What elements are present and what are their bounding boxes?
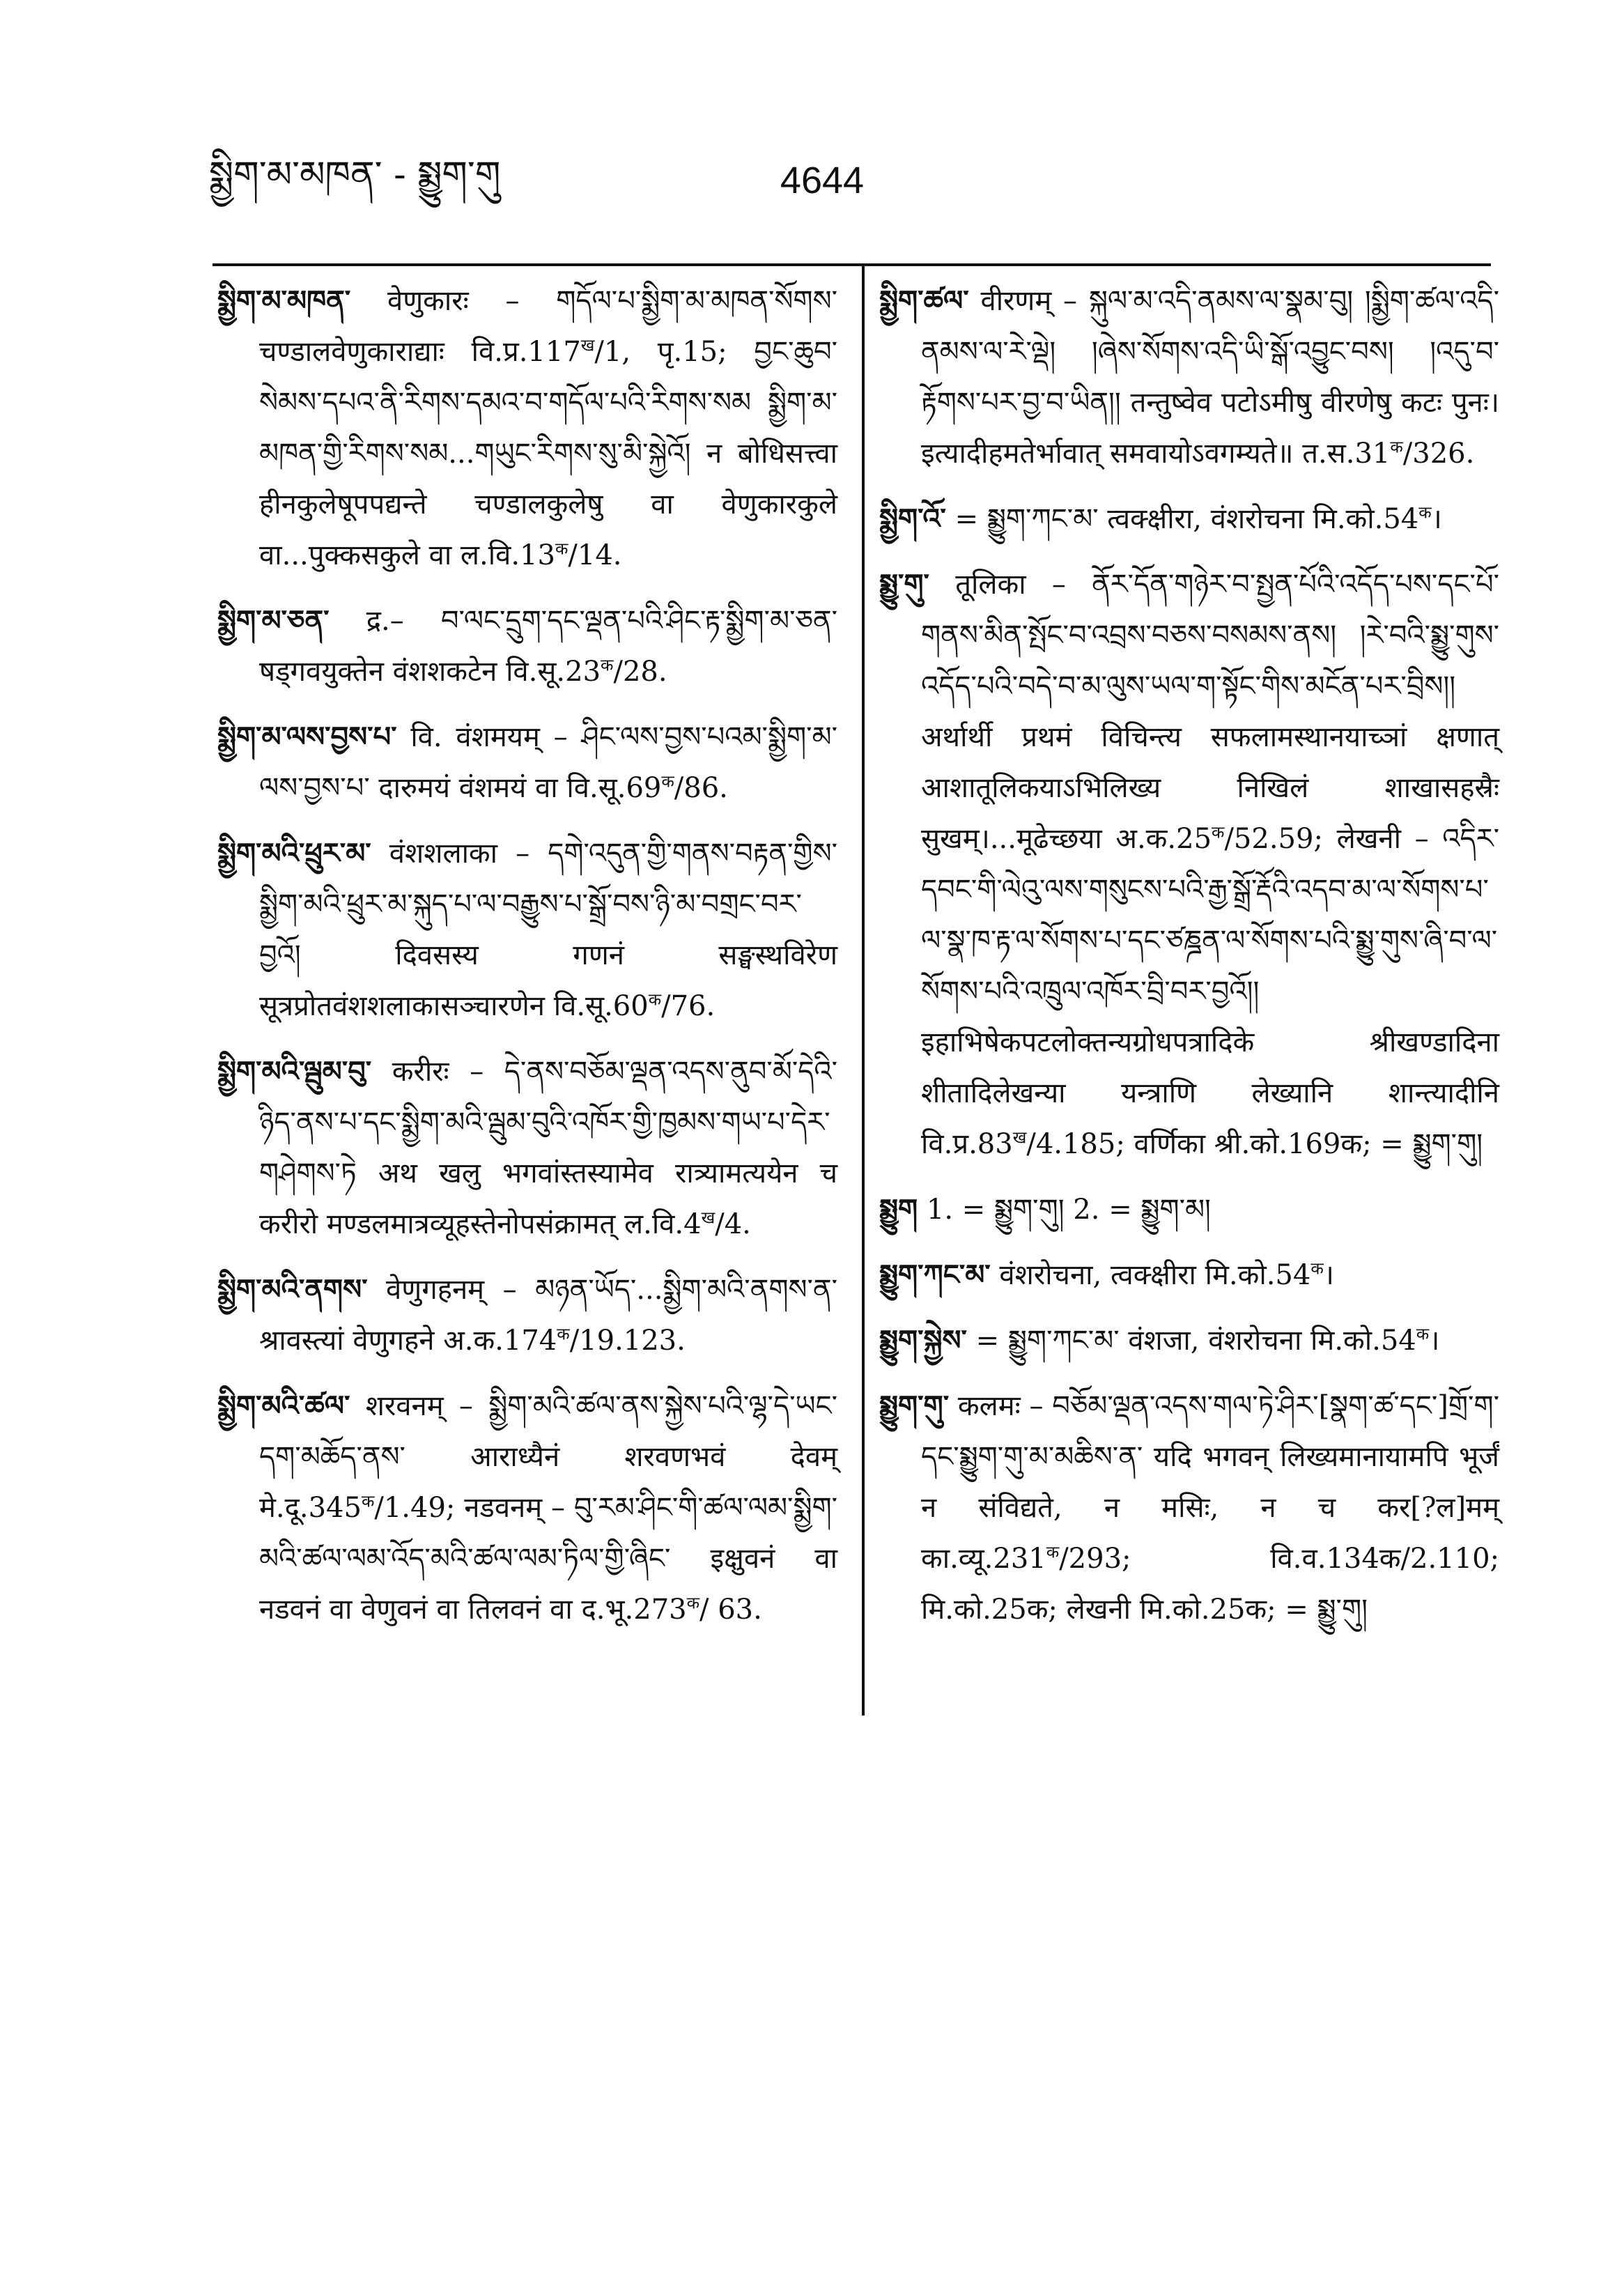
- entry-text: ।: [1429, 1325, 1440, 1357]
- dictionary-entry: [879, 1249, 1499, 1301]
- headword: སྨྱུ་གུ་: [879, 568, 929, 601]
- entry-text: कलमः – བཅོམ་ལྡན་འདས་གལ་ཏེ་ཤིར་[སྣག་ཚ་དང་]གྲོ་ག་དང་སྨྱུག་གུ་མ་མཆིས་ན་ यदि भगवन् लिख्यमानायामपि भूर्जं न संविद्यते, न मसिः, न च कर[?ल]मम् का.व्यू.231: [921, 1390, 1499, 1575]
- header-rule: [212, 263, 1491, 266]
- headword: སྨྱིག་འོ་: [879, 502, 946, 535]
- folio-side: क: [1046, 1542, 1060, 1562]
- left-column: [217, 275, 837, 1649]
- entry-text: /76.: [661, 990, 716, 1022]
- dictionary-entry: [217, 828, 837, 1032]
- right-column: [879, 275, 1499, 1649]
- headword: སྨྱིག་མའི་ལྦུམ་བུ་: [217, 1055, 372, 1088]
- folio-side: ख: [701, 1208, 716, 1228]
- dictionary-entry: [879, 1315, 1499, 1366]
- entry-text: करीरः – དེ་ནས་བཅོམ་ལྡན་འདས་ནུབ་མོ་དེའི་ཉིད་ནས་པ་དང་སྨྱིག་མའི་ལྦུམ་བུའི་འཁོར་གྱི་ཁྱམས་གཡ་པ་དེར་གཤེགས་ཏེ अथ खलु भगवांस्तस्यामेव रात्र्यामत्ययेन च करीरो मण्डलमात्रव्यूहस्तेनोपसंक्रामत् ल.वि.4: [259, 1056, 837, 1240]
- entry-text: = སྨྱུག་ཀང་མ་ त्वक्क्षीरा, वंशरोचना मि.को.54: [945, 503, 1419, 535]
- dictionary-entry: [879, 493, 1499, 545]
- entry-text: /28.: [613, 656, 667, 688]
- entry-text: /52.59; लेखनी – འདིར་དབང་གི་ལེའུ་ལས་གསུངས་པའི་རྒྱ་སྒྲོ་རྡོའི་འདབ་མ་ལ་སོགས་པ་ལ་སྣ་ཁ་རྟ་ལ་སོགས་པ་དང་ཙཎྜན་ལ་སོགས་པའི་སྨྱུ་གུས་ཞི་བ་ལ་སོགས་པའི་འཁྲུལ་འཁོར་བྲི་བར་བྱའོ།། इहाभिषेकपटलोक्तन्यग्रोधपत्रादिके श्रीखण्डादिना शीतादिलेखन्या यन्त्राणि लेख्यानि शान्त्यादीनि वि.प्र.83: [921, 823, 1499, 1160]
- dictionary-entry: [879, 1184, 1499, 1235]
- entry-text: वीरणम् – སྐུལ་མ་འདི་ནམས་ལ་སྣམ་བུ། །སྨྱིག་ཚལ་འདི་ནམས་ལ་རེ་ལྡེ། །ཞེས་སོགས་འདི་ཡི་སྒོ་འབྱུང་བས། །འདུ་བ་རྟོགས་པར་བྱ་བ་ཡིན།། तन्तुष्वेव पटोऽमीषु वीरणेषु कटः पुनः। इत्यादीहमतेर्भावात् समवायोऽवगम्यते॥ त.स.31: [921, 285, 1499, 470]
- entry-text: वेणुगहनम् – མཉན་ཡོད་...སྨྱིག་མའི་ནགས་ན་ श्रावस्त्यां वेणुगहने अ.क.174: [259, 1274, 837, 1357]
- entry-text: /4.: [715, 1208, 751, 1240]
- dictionary-entry: [217, 711, 837, 814]
- folio-side: क: [1418, 502, 1432, 523]
- column-divider: [862, 266, 865, 1716]
- entry-text: वेणुकारः – གདོལ་པ་སྨྱིག་མ་མཁན་སོགས་ चण्डालवेणुकाराद्याः वि.प्र.117: [259, 285, 837, 368]
- folio-side: क: [361, 1491, 375, 1511]
- entry-text: /19.123.: [569, 1325, 686, 1357]
- entry-text: /1.49; नडवनम् – བུ་རམ་ཤིང་གི་ཚལ་ལམ་སྨྱིག་མའི་ཚལ་ལམ་འོད་མའི་ཚལ་ལམ་ཏིལ་གྱི་ཞིང་ इक्षुवनं वा नडवनं वा वेणुवनं वा तिलवनं वा द.भू.273: [259, 1492, 837, 1626]
- entry-text: = སྨྱུག་ཀང་མ་ वंशजा, वंशरोचना मि.को.54: [966, 1325, 1416, 1357]
- headword: སྨྱིག་མ་མཁན་: [217, 284, 351, 317]
- dictionary-entry: [217, 275, 837, 581]
- dictionary-entry: [217, 1380, 837, 1635]
- entry-text: 1. = སྨྱུག་གུ། 2. = སྨྱུག་མ།: [918, 1194, 1211, 1226]
- dictionary-entry: [879, 275, 1499, 479]
- folio-side: ख: [1012, 1127, 1027, 1148]
- folio-side: क: [1310, 1258, 1324, 1279]
- entry-text: /86.: [674, 772, 728, 804]
- entry-text: /293; वि.व.134क/2.110; मि.को.25क; लेखनी मि.को.25क; = སྨྱུ་གུ།: [921, 1543, 1499, 1626]
- headword: སྨྱུག: [879, 1193, 918, 1226]
- dictionary-entry: [879, 559, 1499, 1170]
- headword: སྨྱིག་མའི་ཚལ་: [217, 1389, 350, 1422]
- folio-side: क: [648, 989, 662, 1010]
- folio-side: क: [601, 655, 614, 675]
- entry-text: द्र.– བ་ལང་དྲུག་དང་ལྡན་པའི་ཤིང་རྟ་སྨྱིག་མ་ཅན་ षड्गवयुक्तेन वंशशकटेन वि.सू.23: [259, 605, 837, 688]
- headword: སྨྱིག་མའི་ཕྲུར་མ་: [217, 837, 371, 870]
- running-head: སྨྱིག་མ་མཁན་ - སྨྱུག་གུ: [209, 154, 501, 196]
- entry-text: तूलिका – ནོར་དོན་གཉེར་བ་སྤྱན་པོའི་འདོད་པས་དང་པོ་གནས་མིན་སྤོང་བ་འབྲས་བཅས་བསམས་ནས། །རེ་བའི་སྨྱུ་གུས་འདོད་པའི་བདེ་བ་མ་ལུས་ཡལ་ག་སྟོང་གིས་མངོན་པར་བྲིས།། अर्थार्थी प्रथमं विचिन्त्य सफलामस्थानयाच्ञां क्षणात् आशातूलिकयाऽभिलिख्य निखिलं शाखासहस्रैः सुखम्।...मूढेच्छया अ.क.25: [921, 569, 1499, 855]
- entry-text: वि. वंशमयम् – ཤིང་ལས་བྱས་པའམ་སྨྱིག་མ་ལས་བྱས་པ་ दारुमयं वंशमयं वा वि.सू.69: [259, 721, 837, 804]
- folio-side: क: [686, 1593, 700, 1613]
- entry-text: ।: [1431, 503, 1442, 535]
- folio-side: क: [661, 771, 674, 792]
- folio-side: क: [557, 1324, 570, 1344]
- entry-text: /14.: [568, 539, 622, 571]
- entry-text: वंशशलाका – དགེ་འདུན་གྱི་གནས་བརྟན་གྱིས་སྨྱིག་མའི་ཕྲུར་མ་སྐུད་པ་ལ་བརྒྱུས་པ་སྒྲོ་བས་ཉི་མ་བགྲང་བར་བྱའོ། दिवसस्य गणनं सङ्घस्थविरेण सूत्रप्रोतवंशशलाकासञ्चारणेन वि.सू.60: [259, 838, 837, 1022]
- page-number: 4644: [780, 160, 865, 201]
- folio-side: क: [1416, 1324, 1430, 1344]
- headword: སྨྱིག་མ་ཅན་: [217, 604, 330, 637]
- dictionary-entry: [217, 595, 837, 698]
- headword: སྨྱིག་མའི་ནགས་: [217, 1273, 368, 1306]
- entry-text: ।: [1323, 1259, 1334, 1291]
- entry-text: /4.185; वर्णिका श्री.को.169क; = སྨྱུག་གུ།: [1026, 1128, 1483, 1160]
- dictionary-entry: [217, 1264, 837, 1366]
- entry-text: वंशरोचना, त्वक्क्षीरा मि.को.54: [990, 1259, 1311, 1291]
- entry-text: शरवनम् – སྨྱིག་མའི་ཚལ་ནས་སྐྱེས་པའི་ལྷ་དེ་ཡང་དག་མཆོད་ནས་ आराध्यैनं शरवणभवं देवम् मे.दू.345: [259, 1390, 837, 1524]
- dictionary-entry: [879, 1380, 1499, 1635]
- headword: སྨྱུག་གུ་: [879, 1389, 950, 1422]
- dictionary-entry: [217, 1046, 837, 1250]
- headword: སྨྱིག་མ་ལས་བྱས་པ་: [217, 720, 397, 753]
- folio-side: क: [1390, 437, 1403, 457]
- folio-side: क: [1212, 822, 1225, 842]
- entry-text: /326.: [1402, 438, 1475, 470]
- entry-text: /1, पृ.15; བྱང་ཆུབ་སེམས་དཔའ་ནི་རིགས་དམའ་བ་གདོལ་པའི་རིགས་སམ སྨྱིག་མ་མཁན་གྱི་རིགས་སམ...གཡུང་རིགས་སུ་མི་སྐྱེའོ། न बोधिसत्त्वा हीनकुलेषूपपद्यन्ते चण्डालकुलेषु वा वेणुकारकुले वा...पुक्कसकुले वा ल.वि.13: [259, 336, 837, 571]
- folio-side: ख: [580, 335, 595, 355]
- entry-text: / 63.: [699, 1594, 762, 1626]
- headword: སྨྱུག་ཀང་མ་: [879, 1258, 991, 1291]
- headword: སྨྱུག་སྐྱེས་: [879, 1324, 967, 1357]
- headword: སྨྱིག་ཚལ་: [879, 284, 969, 317]
- folio-side: क: [555, 539, 569, 559]
